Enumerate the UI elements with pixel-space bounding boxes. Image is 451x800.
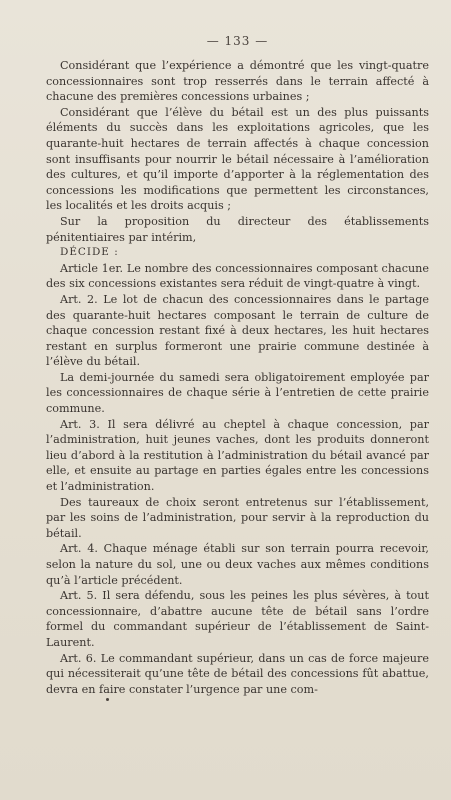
paragraph-article-6: Art. 6. Le commandant supérieur, dans un cas de force majeure qui nécessiterait qu’une tête de bétail des concessions fût abattue, devra en faire constater l’urgence par une com- — [46, 651, 429, 696]
paragraph-considerant-2: Considérant que l’élève du bétail est un des plus puissants éléments du succès dans les exploitations agricoles, que les quarante-huit hectares de terrain affectés à chaque concession sont insuffisants pour nourrir le bétail nécessaire à l’amélioration des cultures, et qu’il importe d’apporter à la réglementation des concessions les modifications que permettent les circonstances, les localités et les droits acquis ; — [46, 105, 429, 213]
paragraph-article-2-samedi: La demi-journée du samedi sera obligatoirement employée par les concessionnaires de chaque série à l’entretien de cette prairie commune. — [46, 370, 429, 416]
ink-speck — [106, 698, 109, 701]
paragraph-article-4: Art. 4. Chaque ménage établi sur son terrain pourra recevoir, selon la nature du sol, une ou deux vaches aux mêmes conditions qu’à l’article précédent. — [46, 542, 429, 587]
paragraph-article-1: Article 1er. Le nombre des concessionnaires composant chacune des six concessions existantes sera réduit de vingt-quatre à vingt. — [46, 261, 429, 291]
paragraph-proposition: Sur la proposition du directeur des établissements pénitentiaires par intérim, — [46, 214, 429, 244]
paragraph-article-3-taureaux: Des taureaux de choix seront entretenus sur l’établissement, par les soins de l’administration, pour servir à la reproduction du bétail. — [46, 495, 429, 540]
paragraph-considerant-1: Considérant que l’expérience a démontré que les vingt-quatre concessionnaires sont trop resserrés dans le terrain affecté à chacune des premières concessions urbaines ; — [46, 59, 429, 104]
decide-heading: DÉCIDE : — [60, 246, 119, 259]
page-number: — 133 — — [206, 34, 269, 48]
paragraph-article-3: Art. 3. Il sera délivré au cheptel à chaque concession, par l’administration, huit jeunes vaches, dont les produits donneront lieu d’abord à la restitution à l’administration du bétail avancé par elle, et ensuite au partage en parties égales entre les concessions et l’administration. — [46, 417, 429, 494]
paragraph-article-2: Art. 2. Le lot de chacun des concessionnaires dans le partage des quarante-huit hectares composant le terrain de culture de chaque concession restant fixé à deux hectares, les huit hectares restant en surplus formeront une prairie commune destinée à l’élève du bétail. — [46, 292, 429, 369]
paragraph-article-5: Art. 5. Il sera défendu, sous les peines les plus sévères, à tout concessionnaire, d’abattre aucune tête de bétail sans l’ordre formel du commandant supérieur de l’établissement de Saint-Laurent. — [46, 589, 429, 649]
